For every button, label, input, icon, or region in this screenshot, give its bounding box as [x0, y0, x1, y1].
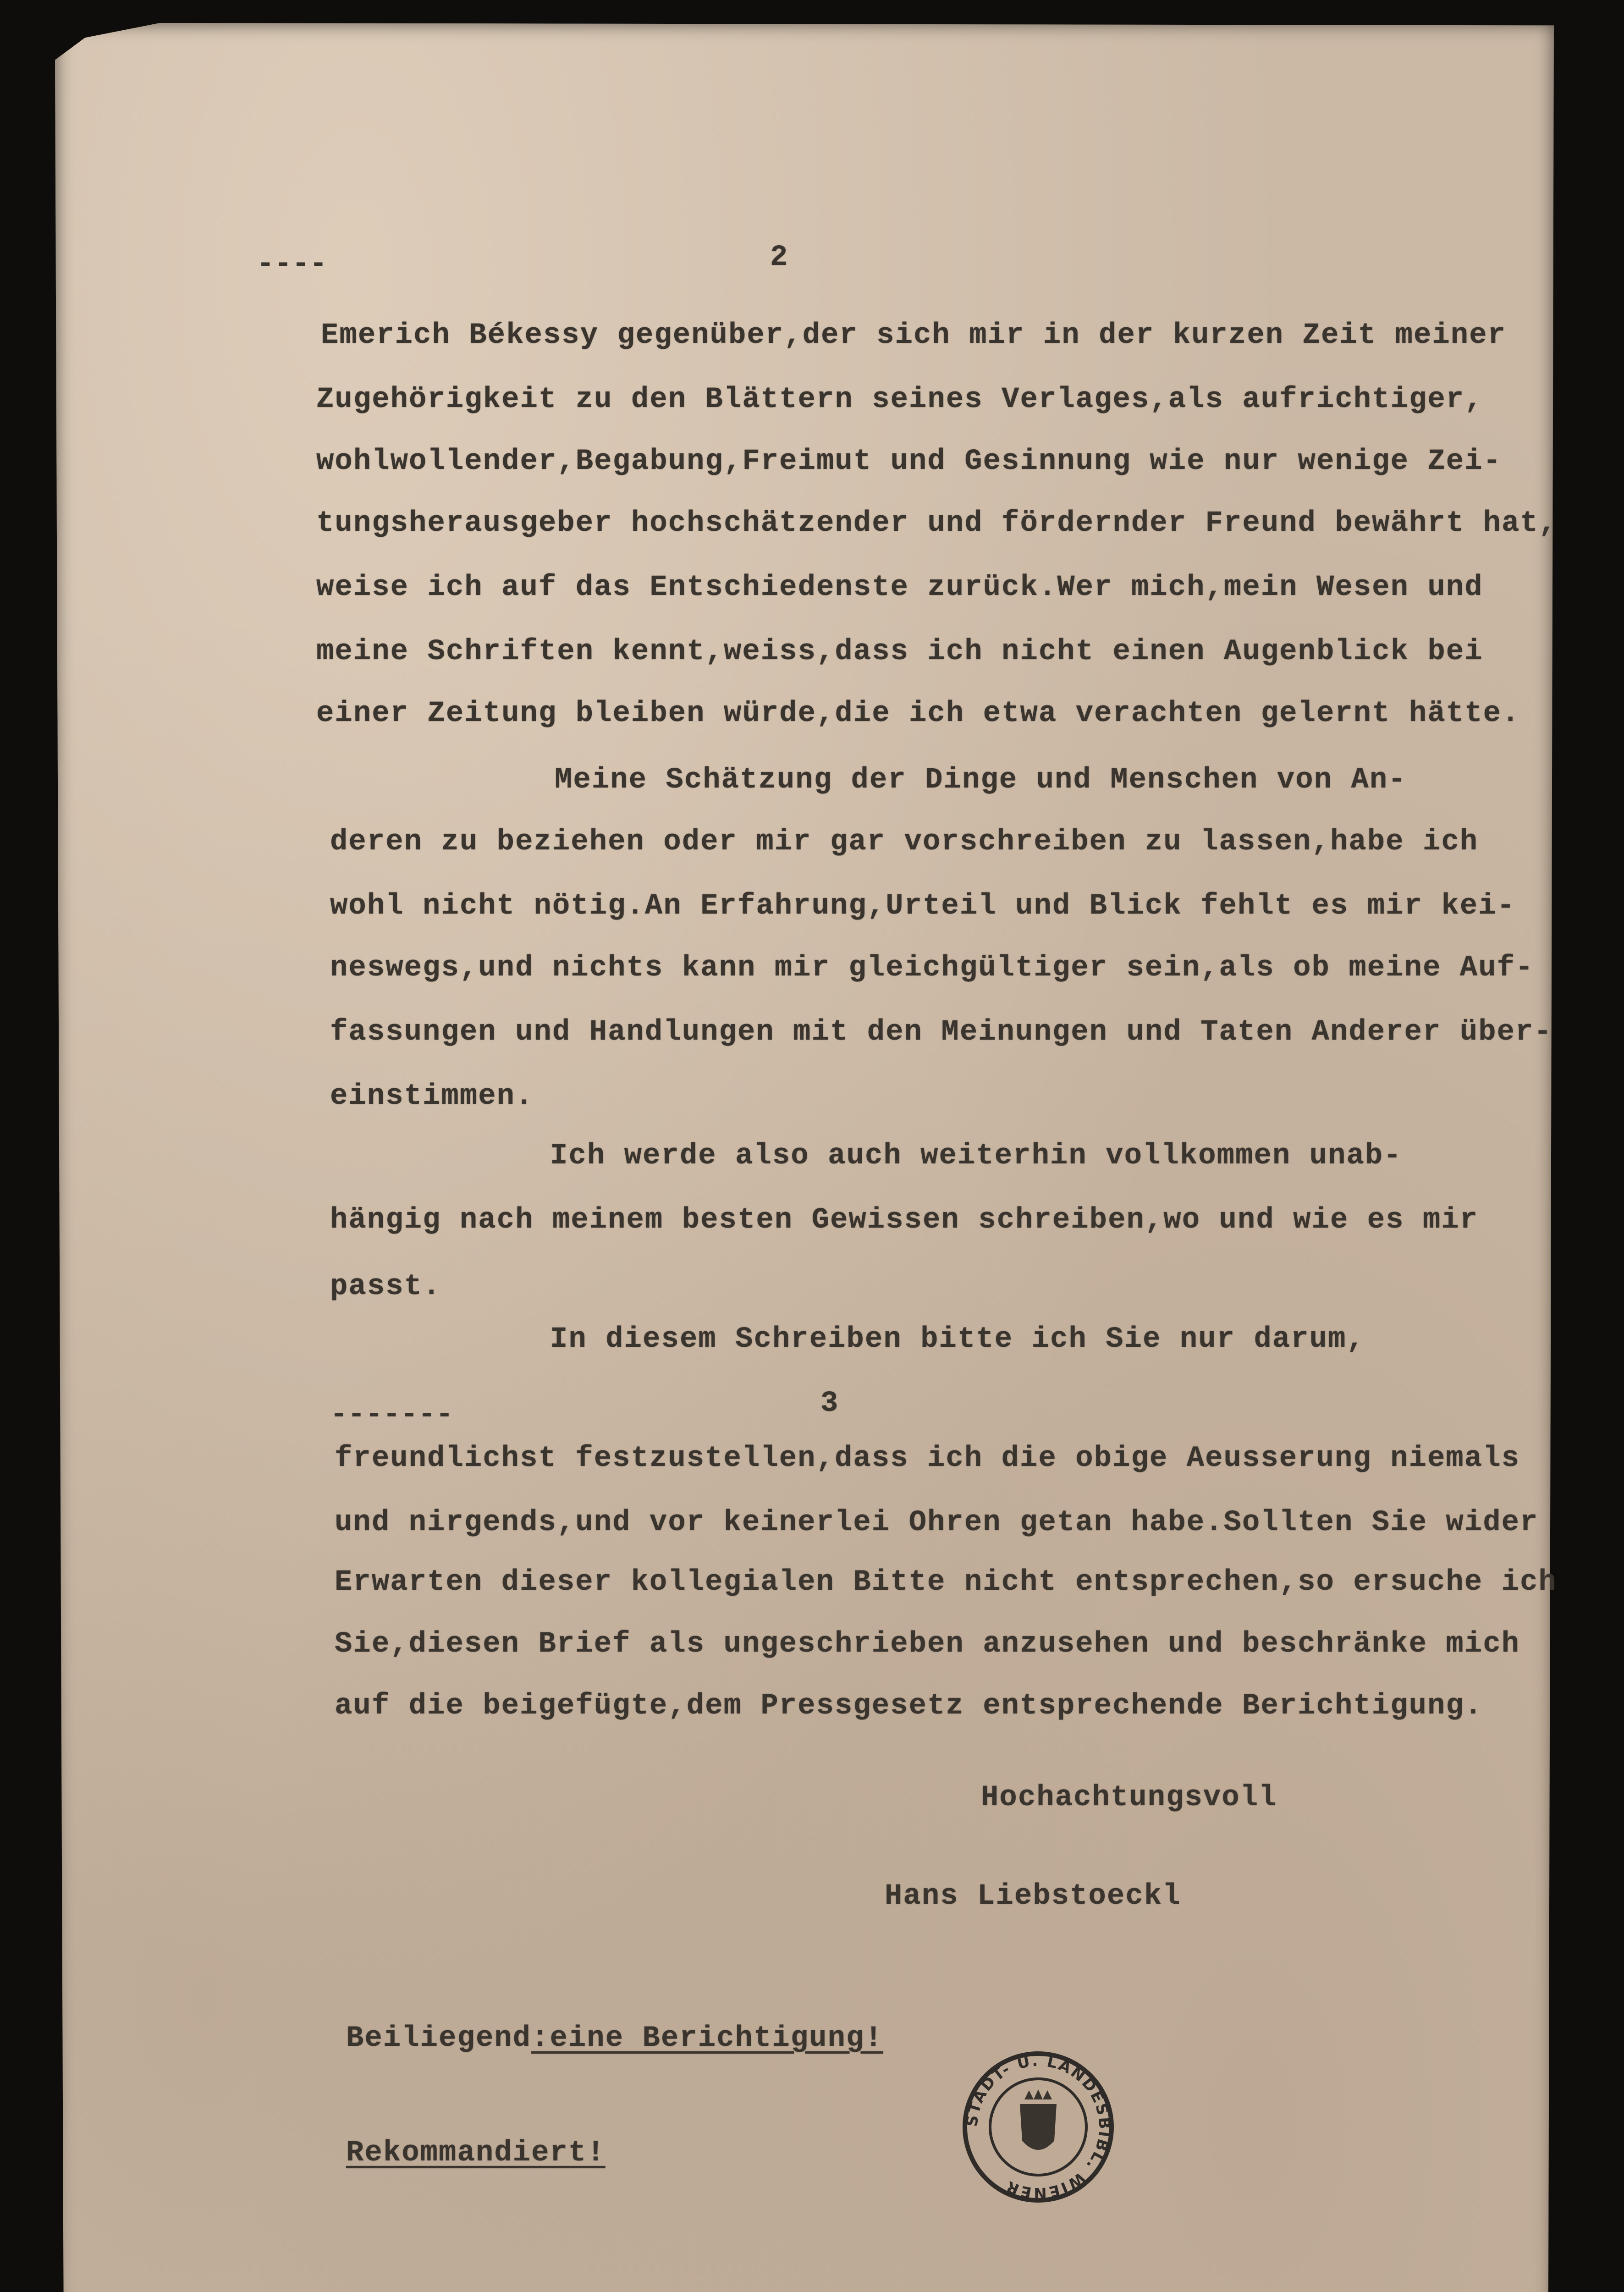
enclosure-note: [346, 2024, 883, 2053]
body-line-1: Emerich Békessy gegenüber,der sich mir in der kurzen Zeit meiner: [321, 319, 1506, 352]
body-line-10: wohl nicht nötig.An Erfahrung,Urteil und Blick fehlt es mir kei-: [330, 890, 1515, 923]
body-line-13: einstimmen.: [330, 1080, 534, 1113]
body-line-9: deren zu beziehen oder mir gar vorschreiben zu lassen,habe ich: [330, 826, 1479, 859]
body-line-16: passt.: [330, 1270, 441, 1303]
enclosure-prefix: Beiliegend: [346, 2022, 532, 2055]
body2-line-4: Sie,diesen Brief als ungeschrieben anzusehen und beschränke mich: [335, 1628, 1520, 1661]
body2-line-5: auf die beigefügte,dem Pressgesetz entsprechende Berichtigung.: [335, 1690, 1483, 1723]
top-dash-mark: ----: [257, 248, 327, 281]
body2-line-2: und nirgends,und vor keinerlei Ohren getan habe.Sollten Sie wider: [335, 1506, 1539, 1539]
body-line-6: meine Schriften kennt,weiss,dass ich nicht einen Augenblick bei: [316, 635, 1483, 668]
body2-line-1: freundlichst festzustellen,dass ich die obige Aeusserung niemals: [335, 1442, 1520, 1475]
body-line-14: Ich werde also auch weiterhin vollkommen unab-: [550, 1140, 1402, 1173]
body-line-2: Zugehörigkeit zu den Blättern seines Verlages,als aufrichtiger,: [316, 383, 1483, 416]
registered-mail-note: Rekommandiert!: [346, 2137, 606, 2170]
body-line-4: tungsherausgeber hochschätzender und fördernder Freund bewährt hat,: [316, 507, 1558, 540]
mid-dash-mark: -------: [330, 1399, 453, 1432]
body-line-17: In diesem Schreiben bitte ich Sie nur darum,: [550, 1323, 1365, 1356]
stamp-lettering: STADT- U. LANDESBIBL. WIENER: [963, 2051, 1114, 2203]
closing-salutation: Hochachtungsvoll: [981, 1781, 1277, 1814]
body-line-5: weise ich auf das Entschiedenste zurück.Wer mich,mein Wesen und: [316, 571, 1483, 604]
enclosure-text: :eine Berichtigung!: [531, 2022, 883, 2055]
page-number-3: 3: [820, 1387, 839, 1420]
library-stamp: [960, 2049, 1116, 2205]
body-line-3: wohlwollender,Begabung,Freimut und Gesinnung wie nur wenige Zei-: [316, 445, 1502, 478]
body-line-8: Meine Schätzung der Dinge und Menschen von An-: [555, 764, 1407, 797]
body-line-12: fassungen und Handlungen mit den Meinungen und Taten Anderer über-: [330, 1016, 1552, 1049]
stamp-coat-of-arms: [1020, 2089, 1057, 2150]
body-line-11: neswegs,und nichts kann mir gleichgültiger sein,als ob meine Auf-: [330, 952, 1534, 985]
typed-signature: Hans Liebstoeckl: [885, 1880, 1181, 1913]
body2-line-3: Erwarten dieser kollegialen Bitte nicht entsprechen,so ersuche ich: [335, 1566, 1557, 1599]
body-line-7: einer Zeitung bleiben würde,die ich etwa verachten gelernt hätte.: [316, 697, 1520, 730]
page-number-2: 2: [770, 241, 789, 274]
body-line-15: hängig nach meinem besten Gewissen schreiben,wo und wie es mir: [330, 1204, 1479, 1237]
